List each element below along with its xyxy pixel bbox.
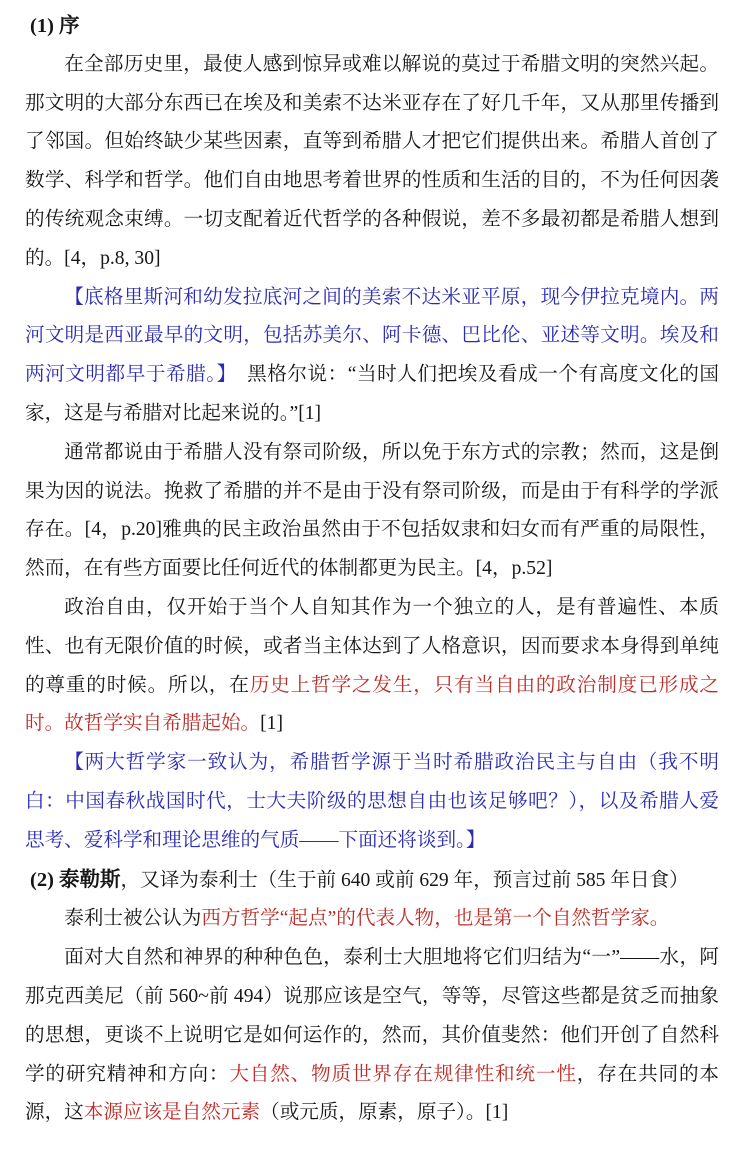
body-text-run: 泰利士被公认为 bbox=[64, 908, 202, 930]
blue-annotation-run: 【底格里斯河和幼发拉底河之间的美索不达米亚平原，现今伊拉克境内。两河文明是西亚最早的文明，包括苏美尔、阿卡德、巴比伦、亚述等文明。埃及和两河文明都早于希腊。】 bbox=[25, 286, 719, 386]
paragraph-natural-philosophy bbox=[25, 939, 719, 1133]
paragraph-thales-recognition bbox=[25, 900, 719, 939]
body-text-run: 通常都说由于希腊人没有祭司阶级，所以免于东方式的宗教；然而，这是倒果为因的说法。挽救了希腊的并不是由于没有祭司阶级，而是由于有科学的学派存在。[4，p.20]雅典的民主政治虽然由于不包括奴隶和妇女而有严重的局限性，然而，在有些方面要比任何近代的体制都更为民主。[4，p.52] bbox=[25, 441, 719, 580]
paragraph-priest-class bbox=[25, 434, 719, 589]
body-text-run: 在全部历史里，最使人感到惊异或难以解说的莫过于希腊文明的突然兴起。那文明的大部分东西已在埃及和美索不达米亚存在了好几千年，又从那里传播到了邻国。但始终缺少某些因素，直等到希腊人才把它们提供出来。希腊人首创了数学、科学和哲学。他们自由地思考着世界的性质和生活的目的，不为任何因袭的传统观念束缚。一切支配着近代哲学的各种假说，差不多最初都是希腊人想到的。[4，p.8, 30] bbox=[25, 53, 719, 269]
hegel-quote-run: 黑格尔说：“当时人们把埃及看成一个有高度文化的国家，这是与希腊对比起来说的。”[1] bbox=[25, 364, 719, 424]
red-emphasis-run: 本源应该是自然元素 bbox=[83, 1102, 261, 1124]
paragraph-mesopotamia-note bbox=[25, 279, 719, 434]
section-2-heading bbox=[25, 861, 719, 901]
body-text-run: 政治自由，仅开始于当个人自知其作为一个独立的人，是有普遍性、本质性、也有无限价值的时候，或者当主体达到了人格意识，因而要求本身得到单纯的尊重的时候。所以，在 bbox=[25, 596, 719, 696]
section-1-heading bbox=[25, 7, 719, 46]
citation-run: [1] bbox=[260, 713, 283, 735]
body-text-run: （或元质，原素，原子）。[1] bbox=[260, 1102, 509, 1124]
red-emphasis-run: 大自然、物质世界存在规律性和统一性 bbox=[229, 1063, 577, 1085]
section-1-heading-text: (1) 序 bbox=[30, 15, 80, 37]
paragraph-two-philosophers-note bbox=[25, 744, 719, 860]
body-text-run: ，存在共同的本源，这 bbox=[25, 1063, 720, 1124]
blue-annotation-run: 【两大哲学家一致认为，希腊哲学源于当时希腊政治民主与自由（我不明白：中国春秋战国时代，士大夫阶级的思想自由也该足够吧？），以及希腊人爱思考、爱科学和理论思维的气质——下面还将谈到。】 bbox=[25, 752, 719, 851]
section-2-heading-bold: (2) 泰勒斯 bbox=[30, 868, 121, 891]
paragraph-greek-civilization bbox=[25, 46, 719, 279]
red-emphasis-run: 西方哲学“起点”的代表人物，也是第一个自然哲学家。 bbox=[201, 908, 670, 930]
paragraph-political-freedom bbox=[25, 589, 719, 744]
red-emphasis-run: 历史上哲学之发生，只有当自由的政治制度已形成之时。故哲学实自希腊起始。 bbox=[25, 674, 720, 735]
section-2-heading-rest: ，又译为泰利士（生于前 640 或前 629 年，预言过前 585 年日食） bbox=[120, 869, 689, 891]
body-text-run: 面对大自然和神界的种种色色，泰利士大胆地将它们归结为“一”——水，阿那克西美尼（前 560~前 494）说那应该是空气，等等，尽管这些都是贫乏而抽象的思想，更谈不上说明它是如何运作的，然而，其价值斐然：他们开创了自然科学的研究精神和方向： bbox=[25, 947, 719, 1085]
